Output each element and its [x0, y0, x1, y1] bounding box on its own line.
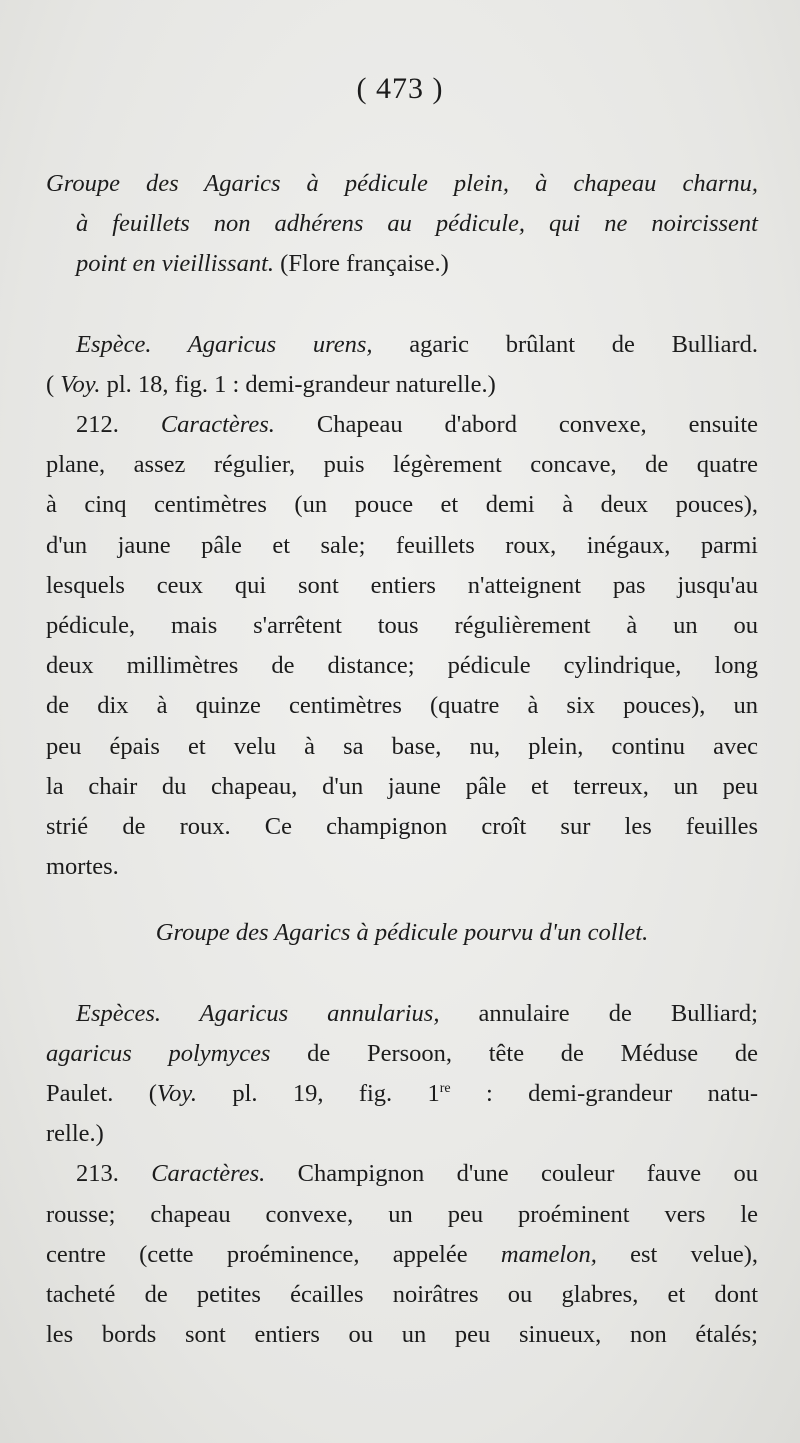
text-line: 213. Caractères. Champignon d'une couleur fauve ou — [76, 1160, 758, 1188]
text-line: Paulet. (Voy. pl. 19, fig. 1re : demi-grandeur natu- — [46, 1080, 758, 1108]
text-line: Espèce. Agaricus urens, agaric brûlant de Bulliard. — [76, 330, 758, 358]
text-line: à cinq centimètres (un pouce et demi à deux pouces), — [46, 491, 758, 519]
text-line: lesquels ceux qui sont entiers n'atteignent pas jusqu'au — [46, 571, 758, 599]
text-line: mortes. — [46, 853, 119, 881]
text-line: d'un jaune pâle et sale; feuillets roux, inégaux, parmi — [46, 531, 758, 559]
text-line: pédicule, mais s'arrêtent tous régulièrement à un ou — [46, 612, 758, 640]
text-line: relle.) — [46, 1120, 104, 1148]
text-line: centre (cette proéminence, appelée mamelon, est velue), — [46, 1240, 758, 1268]
text-line: de dix à quinze centimètres (quatre à six pouces), un — [46, 692, 758, 720]
page-body — [46, 164, 758, 1355]
text-line: rousse; chapeau convexe, un peu proéminent vers le — [46, 1200, 758, 1228]
species-paragraph-2 — [46, 994, 758, 1356]
text-line: plane, assez régulier, puis légèrement concave, de quatre — [46, 451, 758, 479]
text-line: ( Voy. pl. 18, fig. 1 : demi-grandeur naturelle.) — [46, 370, 496, 398]
page-number: ( 473 ) — [356, 72, 444, 105]
group-heading-2: Groupe des Agarics à pédicule pourvu d'un collet. — [155, 919, 649, 947]
text-line: Groupe des Agarics à pédicule plein, à chapeau charnu, — [46, 170, 758, 197]
text-line: 212. Caractères. Chapeau d'abord convexe, ensuite — [76, 411, 759, 439]
text-line: strié de roux. Ce champignon croît sur les feuilles — [46, 813, 758, 841]
species-paragraph-1 — [46, 325, 758, 888]
group-heading-1 — [46, 164, 758, 285]
text-line: deux millimètres de distance; pédicule cylindrique, long — [46, 652, 758, 680]
text-line: agaricus polymyces de Persoon, tête de Méduse de — [46, 1039, 758, 1067]
text-line: tacheté de petites écailles noirâtres ou glabres, et dont — [46, 1281, 758, 1309]
text-line: les bords sont entiers ou un peu sinueux, non étalés; — [46, 1321, 758, 1349]
text-line: point en vieillissant. (Flore française.) — [76, 250, 449, 278]
text-line: à feuillets non adhérens au pédicule, qui ne noircissent — [76, 210, 758, 238]
text-line: peu épais et velu à sa base, nu, plein, continu avec — [46, 732, 758, 760]
text-line: Espèces. Agaricus annularius, annulaire de Bulliard; — [76, 999, 758, 1027]
text-line: la chair du chapeau, d'un jaune pâle et terreux, un peu — [46, 772, 758, 800]
